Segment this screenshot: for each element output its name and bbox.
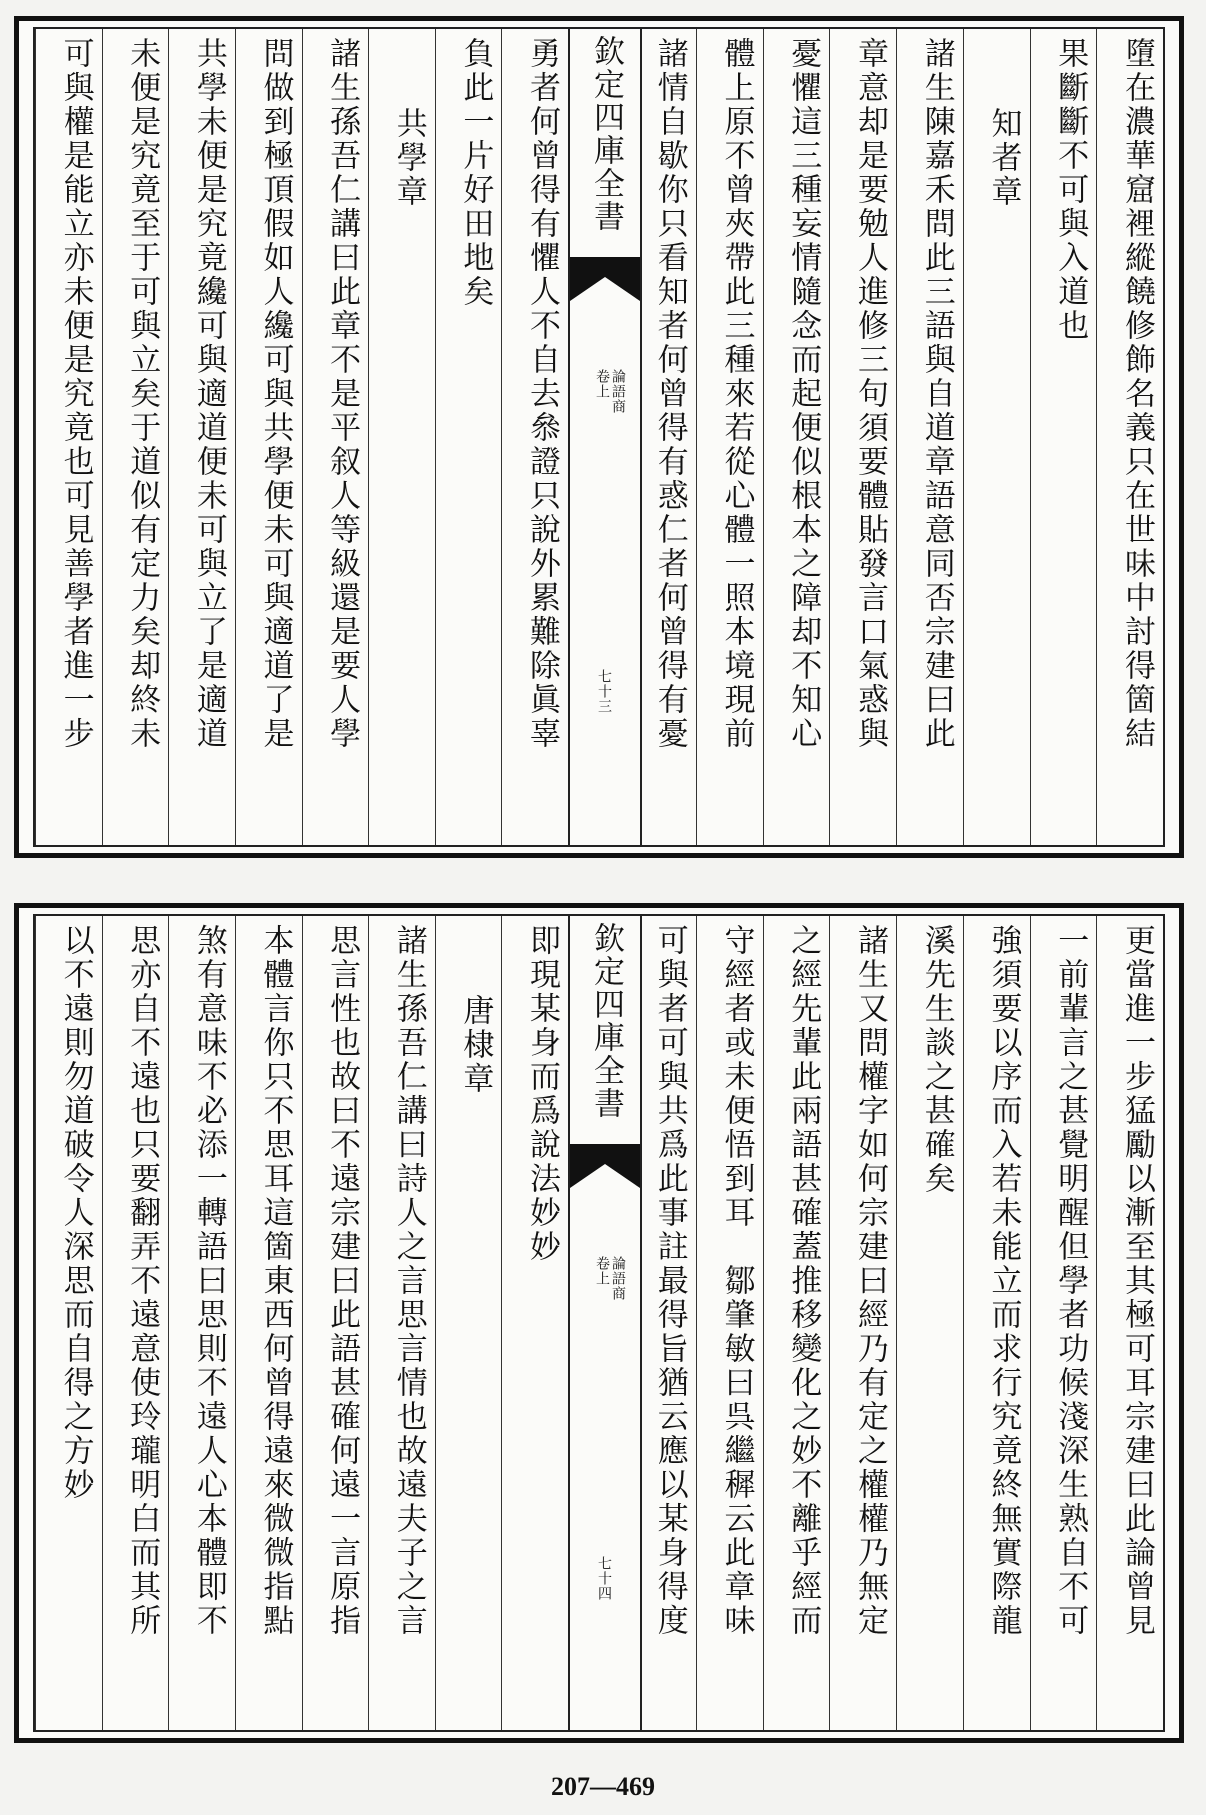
text-column: 強須要以序而入若未能立而求行究竟終無實際龍 (963, 916, 1030, 1730)
text-column: 未便是究竟至于可與立矣于道似有定力矣却終未 (102, 29, 169, 845)
text-column: 更當進一步猛勵以漸至其極可耳宗建曰此論曾見 (1096, 916, 1163, 1730)
text-column: 諸生孫吾仁講曰此章不是平叙人等級還是要人學 (302, 29, 369, 845)
text-column: 思言性也故曰不遠宗建曰此語甚確何遠一言原指 (302, 916, 369, 1730)
collection-title: 欽定四庫全書 (588, 35, 624, 233)
top-left-half (35, 29, 568, 845)
fishtail-mark-icon (570, 257, 640, 301)
book-title: 論語商 (610, 1256, 626, 1301)
text-column: 共學未便是究竟纔可與適道便未可與立了是適道 (168, 29, 235, 845)
text-column: 可與者可與共爲此事註最得旨猶云應以某身得度 (651, 924, 688, 1638)
section-heading: 知者章 (963, 29, 1030, 845)
text-column: 墮在濃華窟裡縱饒修飾名義只在世味中討得箇結 (1096, 29, 1163, 845)
text-column: 勇者何曾得有懼人不自去叅證只說外累難除眞辜 (501, 29, 568, 845)
text-column: 問做到極頂假如人纔可與共學便未可與適道了是 (235, 29, 302, 845)
bottom-page (14, 903, 1184, 1743)
volume-number: 卷上 (594, 1256, 610, 1286)
text-column: 以不遠則勿道破令人深思而自得之方妙 (35, 916, 102, 1730)
volume-label (594, 1256, 626, 1301)
text-column: 一前輩言之甚覺明醒但學者功候淺深生熟自不可 (1030, 916, 1097, 1730)
text-column: 思亦自不遠也只要翻弄不遠意使玲瓏明白而其所 (102, 916, 169, 1730)
center-strip (568, 916, 642, 1730)
text-column: 果斷斷不可與入道也 (1030, 29, 1097, 845)
text-column: 憂懼這三種妄情隨念而起便似根本之障却不知心 (763, 29, 830, 845)
text-column: 之經先輩此兩語甚確蓋推移變化之妙不離乎經而 (763, 916, 830, 1730)
text-column: 體上原不曾夾帶此三種來若從心體一照本境現前 (696, 29, 763, 845)
text-column: 本體言你只不思耳這箇東西何曾得遠來微微指點 (235, 916, 302, 1730)
top-page-frame (33, 27, 1165, 847)
text-column: 諸生又問權字如何宗建曰經乃有定之權權乃無定 (829, 916, 896, 1730)
text-column: 諸生陳嘉禾問此三語與自道章語意同否宗建曰此 (896, 29, 963, 845)
leaf-number: 七十四 (596, 1556, 612, 1601)
text-column: 守經者或未便悟到耳 鄒肇敏曰呉繼穉云此章味 (696, 916, 763, 1730)
text-column: 可與權是能立亦未便是究竟也可見善學者進一步 (35, 29, 102, 845)
bottom-page-frame (33, 914, 1165, 1732)
center-strip (568, 29, 642, 845)
top-right-half (630, 29, 1163, 845)
bottom-right-half (630, 916, 1163, 1730)
section-heading: 唐棣章 (435, 916, 502, 1730)
text-column: 章意却是要勉人進修三句須要體貼發言口氣惑與 (829, 29, 896, 845)
section-heading: 共學章 (368, 29, 435, 845)
text-column: 溪先生談之甚確矣 (896, 916, 963, 1730)
leaf-number: 七十三 (596, 669, 612, 714)
top-page (14, 16, 1184, 858)
text-column: 負此一片好田地矣 (435, 29, 502, 845)
bottom-left-half (35, 916, 568, 1730)
text-column: 即現某身而爲說法妙妙 (501, 916, 568, 1730)
text-column: 諸生孫吾仁講曰詩人之言思言情也故遠夫子之言 (368, 916, 435, 1730)
volume-number: 卷上 (594, 369, 610, 399)
book-title: 論語商 (610, 369, 626, 414)
volume-label (594, 369, 626, 414)
text-column: 諸情自歇你只看知者何曾得有惑仁者何曾得有憂 (651, 37, 688, 751)
collection-title: 欽定四庫全書 (588, 922, 624, 1120)
folio-number: 207—469 (551, 1772, 655, 1801)
fishtail-mark-icon (570, 1144, 640, 1188)
text-column: 煞有意味不必添一轉語曰思則不遠人心本體即不 (168, 916, 235, 1730)
